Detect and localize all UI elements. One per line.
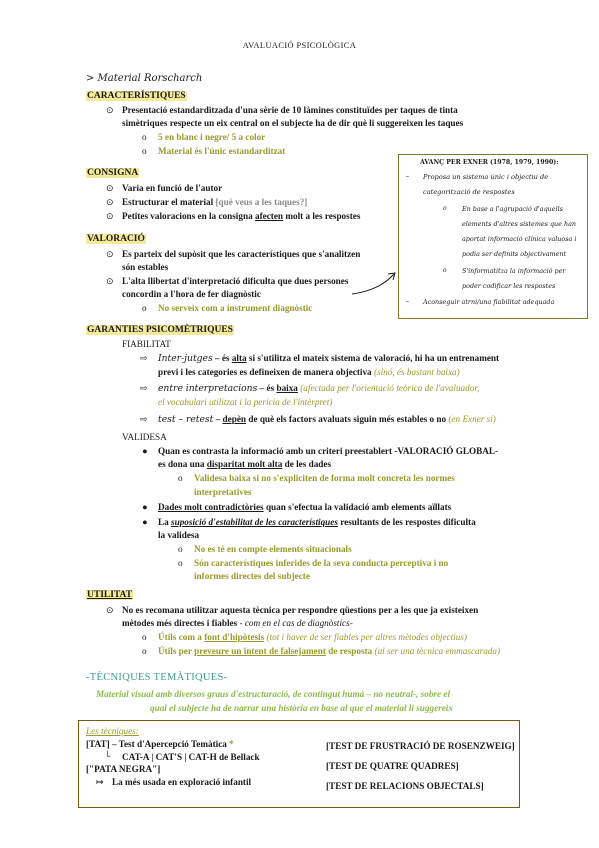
fiab-item2: entre interpretacions – és baixa (afectada per l'orientació teòrica de l'avaluador, xyxy=(158,383,480,394)
bullet-o-icon: o xyxy=(178,558,183,568)
validesa-label: VALIDESA xyxy=(122,432,167,442)
bullet-circle-icon: ⊙ xyxy=(106,211,114,221)
fiabilitat-label: FIABILITAT xyxy=(122,339,171,349)
side-note-l6: podia ser definits objectivament xyxy=(462,250,567,258)
valoracio-item1-cont: són estables xyxy=(122,262,169,272)
bullet-circle-icon: ⊙ xyxy=(106,249,114,259)
dash-icon: – xyxy=(406,298,409,305)
heading-garanties: GARANTIES PSICOMÈTRIQUES xyxy=(87,325,233,335)
side-note-l2: categorització de respostes xyxy=(423,188,515,196)
bullet-o-icon: o xyxy=(142,303,147,313)
valoracio-sub1: No serveix com a instrument diagnòstic xyxy=(158,303,313,313)
valid-item1-sub-cont: interpretatives xyxy=(194,487,252,497)
heading-caracteristiques: CARACTERÍSTIQUES xyxy=(87,91,186,101)
bullet-dot-icon: ● xyxy=(142,502,148,512)
heading-consigna: CONSIGNA xyxy=(87,168,139,178)
quatre-quadres-line: [TEST DE QUATRE QUADRES] xyxy=(326,761,459,771)
consigna-item3: Petites valoracions en la consigna afecten molt a les respostes xyxy=(122,211,361,221)
arrow-bullet-icon: ⇨ xyxy=(140,414,148,424)
pata-negra-sub: La més usada en exploració infantil xyxy=(112,777,252,787)
corner-arrow-icon: └ xyxy=(104,751,111,761)
arrow-right-icon: ↦ xyxy=(96,777,104,787)
fiab-item1: Inter-jutges – és alta si s'utilitza el mateix sistema de valoració, hi ha un entrenament xyxy=(158,353,500,364)
tecniques-heading: -TÈCNIQUES TEMÀTIQUES- xyxy=(86,672,228,683)
bullet-circle-icon: ⊙ xyxy=(106,183,114,193)
fiab-item1-cont: previ i les categories es defineixen de manera objectiva (sinó, és bastant baixa) xyxy=(158,367,460,377)
dash-icon: – xyxy=(406,173,409,180)
tecniques-desc2: qual el subjecte ha de narrar una història en base al que el material li suggereix xyxy=(150,703,453,713)
section-title: > Material Rorscharch xyxy=(86,73,203,84)
side-note-l1: Proposa un sistema únic i objectiu de xyxy=(423,173,549,181)
valoracio-item1: Es parteix del supòsit que les característiques que s'analitzen xyxy=(122,249,361,259)
side-note-title: AVANÇ PER EXNER (1978, 1979, 1990): xyxy=(420,159,559,166)
bullet-o-icon: o xyxy=(142,646,147,656)
valid-item1-cont: es dona una disparitat molt alta de les dades xyxy=(158,459,332,469)
valoracio-item2-cont: concordin a l'hora de fer diagnòstic xyxy=(122,289,261,299)
bullet-circle-icon: ⊙ xyxy=(106,105,114,115)
valid-item3-cont: la validesa xyxy=(158,530,200,540)
valid-item2: Dades molt contradictòries quan s'efectua la validació amb elements aïllats xyxy=(158,502,452,512)
valid-item3-sub2-cont: informes directes del subjecte xyxy=(194,571,310,581)
heading-valoracio: VALORACIÓ xyxy=(87,234,145,244)
arrow-bullet-icon: ⇨ xyxy=(140,353,148,363)
fiab-item2-cont: el vocabulari utilitzat i la pericia de l'intèrpret) xyxy=(158,397,333,407)
utilitat-item1: No es recomana utilitzar aquesta tècnica per respondre qüestions per a les que ja existeixen xyxy=(122,605,479,615)
side-note-l3: En base a l'agrupació d'aquells xyxy=(462,205,563,213)
bullet-o-icon: o xyxy=(178,544,183,554)
caract-sub1: 5 en blanc i negre/ 5 a color xyxy=(158,132,266,142)
bullet-o-icon: o xyxy=(178,473,183,483)
tecniques-desc1: Material visual amb diversos graus d'estructuració, de contingut humà – no neutral-, sobre el xyxy=(96,689,451,699)
fiab-item3: test – retest – depèn de què els factors avaluats siguin més estables o no (en Exner sí) xyxy=(158,414,496,425)
relacions-objectals-line: [TEST DE RELACIONS OBJECTALS] xyxy=(326,781,484,791)
valid-item3-sub1: No es té en compte elements situacionals xyxy=(194,544,352,554)
bullet-o-icon: o xyxy=(142,632,147,642)
side-note-l8: poder codificar les respostes xyxy=(462,282,556,290)
bullet-o-icon: o xyxy=(142,132,147,142)
page-title: AVALUACIÓ PSICOLÒGICA xyxy=(242,41,357,50)
consigna-item1: Varia en funció de l'autor xyxy=(122,183,223,193)
tat-line: [TAT] – Test d'Apercepció Temàtica * xyxy=(86,739,234,749)
valid-item3: La suposició d'estabilitat de les característiques resultants de les respostes dificulta xyxy=(158,517,476,527)
consigna-item2: Estructurar el material [què veus a les taques?] xyxy=(122,197,308,207)
tecniques-box-title: Les tècniques: xyxy=(86,726,139,736)
heading-utilitat: UTILITAT xyxy=(87,590,133,600)
rosenzweig-line: [TEST DE FRUSTRACIÓ DE ROSENZWEIG] xyxy=(326,741,515,751)
valid-item3-sub2: Són característiques inferides de la seva conducta perceptiva i no xyxy=(194,558,449,568)
cat-line: CAT-A | CAT'S | CAT-H de Bellack xyxy=(122,752,260,762)
side-note-l4: elements d'altres sistemes que han xyxy=(462,220,577,228)
valoracio-item2: L'alta llibertat d'interpretació dificulta que dues persones xyxy=(122,276,349,286)
pata-negra-line: ["PATA NEGRA"] xyxy=(86,764,161,774)
bullet-dot-icon: ● xyxy=(142,517,148,527)
bullet-dot-icon: ● xyxy=(142,446,148,456)
utilitat-sub2: Útils per preveure un intent de falsejament de resposta (al ser una tècnica emmascarada) xyxy=(158,646,501,656)
valid-item1: Quan es contrasta la informació amb un criteri preestablert -VALORACIÓ GLOBAL- xyxy=(158,446,499,456)
caract-item1: Presentació estandarditzada d'una sèrie de 10 làmines constituïdes per taques de tinta xyxy=(122,105,458,115)
caract-sub2: Material és l'únic estandarditzat xyxy=(158,146,286,156)
utilitat-sub1: Útils com a font d'hipòtesis (tot i haver de ser fiables per altres mètodes objectius) xyxy=(158,632,467,642)
bullet-o-icon: o xyxy=(142,146,147,156)
caract-item1-cont: simètriques respecte un eix central on el subjecte ha de dir què li suggereixen les taques xyxy=(122,118,464,128)
curved-arrow-icon xyxy=(350,268,400,298)
utilitat-item1-cont: mètodes més directes i fiables - com en el cas de diagnòstics- xyxy=(122,618,353,628)
side-note-l5: aportat informació clínica valuosa i xyxy=(462,235,577,243)
side-note-l9: Aconseguir atrni/una fiabilitat adequada xyxy=(423,298,555,306)
bullet-o-icon: o xyxy=(443,205,447,212)
bullet-circle-icon: ⊙ xyxy=(106,276,114,286)
bullet-circle-icon: ⊙ xyxy=(106,197,114,207)
bullet-circle-icon: ⊙ xyxy=(106,605,114,615)
arrow-bullet-icon: ⇨ xyxy=(140,383,148,393)
side-note-l7: S'informatitza la informació per xyxy=(462,267,566,275)
valid-item1-sub: Validesa baixa si no s'expliciten de forma molt concreta les normes xyxy=(194,473,455,483)
bullet-o-icon: o xyxy=(443,267,447,274)
